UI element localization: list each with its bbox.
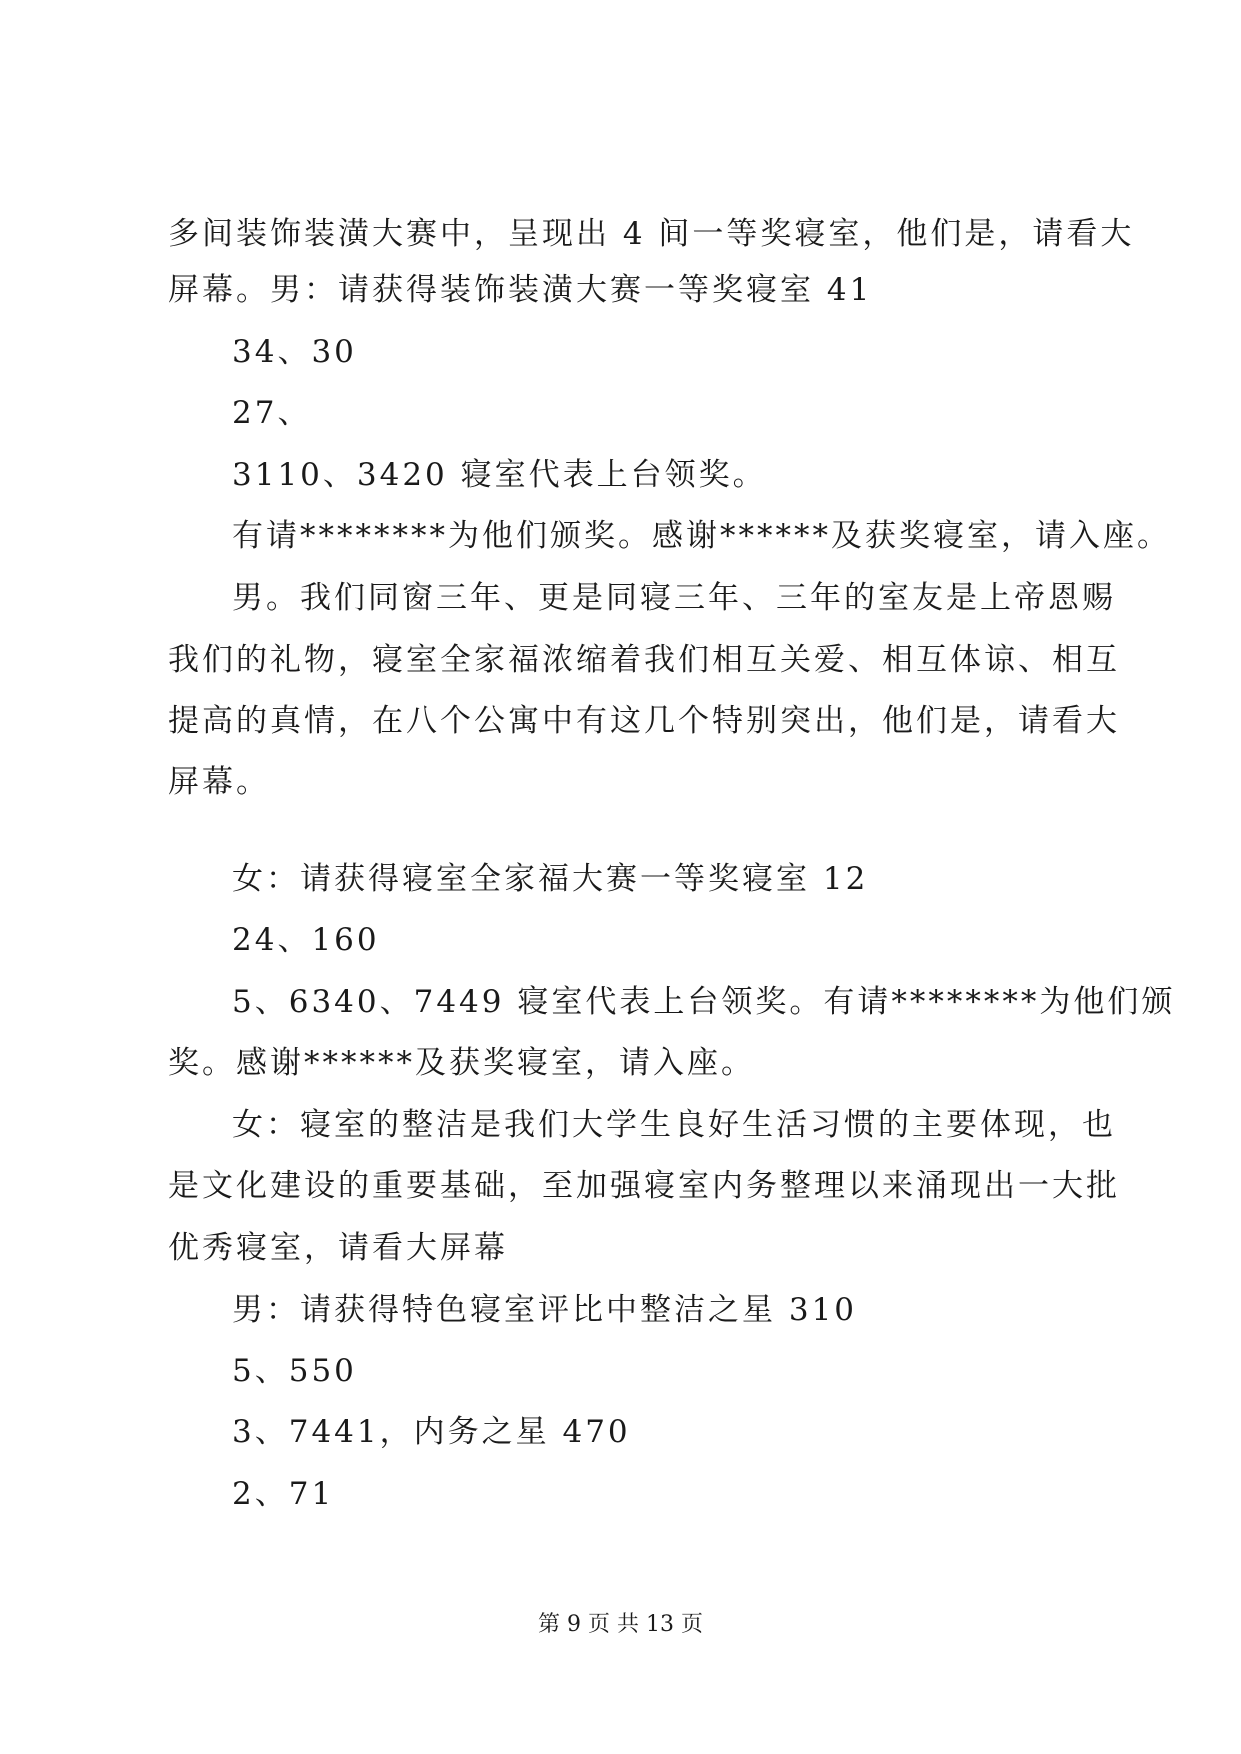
text-line: 5、550 bbox=[232, 1353, 357, 1389]
text-line: 男：请获得特色寝室评比中整洁之星 310 bbox=[232, 1292, 858, 1328]
text-line: 优秀寝室，请看大屏幕 bbox=[168, 1230, 508, 1266]
text-line: 有请********为他们颁奖。感谢******及获奖寝室，请入座。 bbox=[232, 518, 1171, 554]
text-line: 5、6340、7449 寝室代表上台领奖。有请********为他们颁 bbox=[232, 984, 1176, 1020]
text-line: 女：寝室的整洁是我们大学生良好生活习惯的主要体现，也 bbox=[232, 1107, 1116, 1143]
text-line: 我们的礼物，寝室全家福浓缩着我们相互关爱、相互体谅、相互 bbox=[168, 642, 1120, 678]
text-line: 27、 bbox=[232, 395, 312, 431]
text-line: 多间装饰装潢大赛中，呈现出 4 间一等奖寝室，他们是，请看大 bbox=[168, 216, 1135, 252]
text-line: 屏幕。男：请获得装饰装潢大赛一等奖寝室 41 bbox=[168, 272, 873, 308]
text-line: 男。我们同窗三年、更是同寝三年、三年的室友是上帝恩赐 bbox=[232, 580, 1116, 616]
text-line: 24、160 bbox=[232, 922, 380, 958]
text-line: 奖。感谢******及获奖寝室，请入座。 bbox=[168, 1045, 755, 1081]
text-line: 女：请获得寝室全家福大赛一等奖寝室 12 bbox=[232, 861, 869, 897]
page-footer: 第 9 页 共 13 页 bbox=[538, 1612, 703, 1637]
text-line: 提高的真情，在八个公寓中有这几个特别突出，他们是，请看大 bbox=[168, 703, 1120, 739]
text-line: 屏幕。 bbox=[168, 764, 270, 800]
text-line: 34、30 bbox=[232, 334, 357, 370]
text-line: 3、7441，内务之星 470 bbox=[232, 1414, 631, 1450]
text-line: 3110、3420 寝室代表上台领奖。 bbox=[232, 457, 767, 493]
text-line: 是文化建设的重要基础，至加强寝室内务整理以来涌现出一大批 bbox=[168, 1168, 1120, 1204]
text-line: 2、71 bbox=[232, 1476, 335, 1512]
